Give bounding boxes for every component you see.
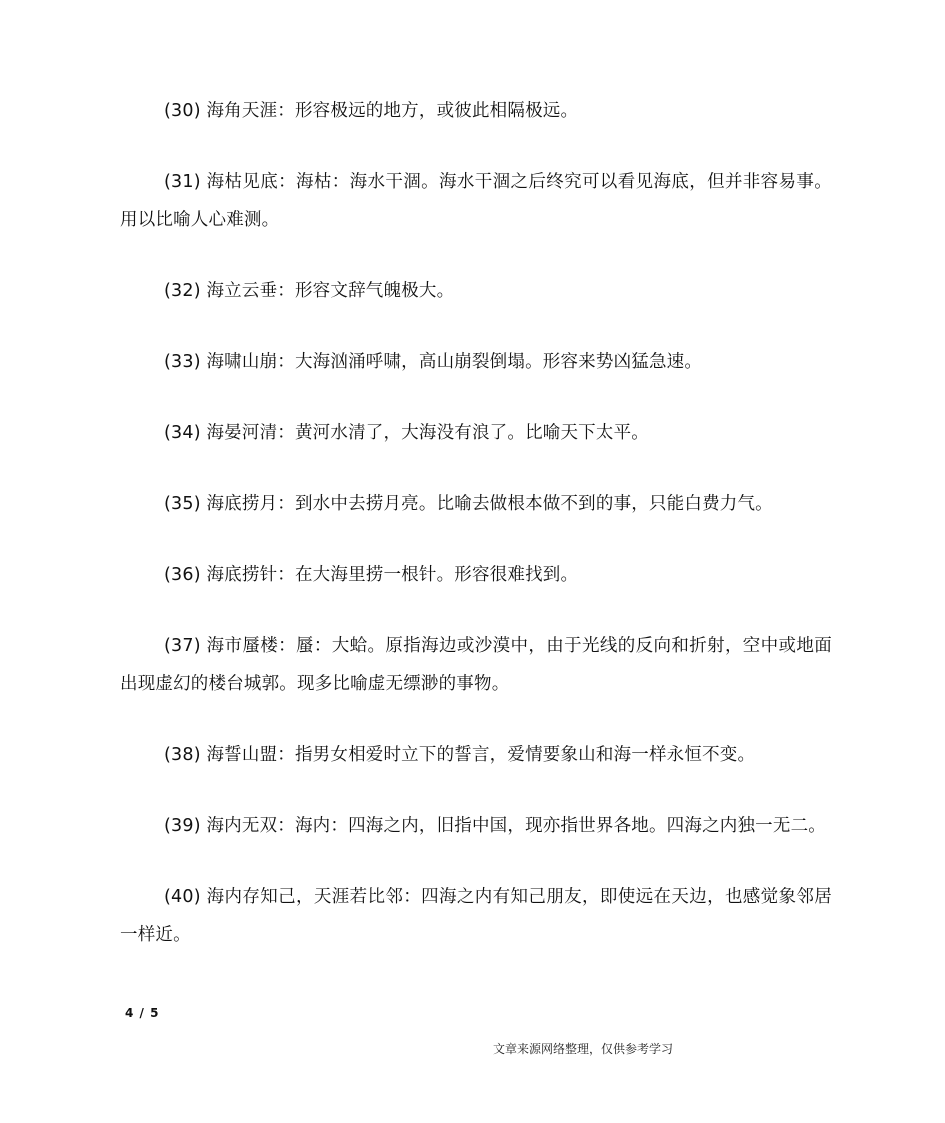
idiom-entry-37: (37) 海市蜃楼：蜃：大蛤。原指海边或沙漠中，由于光线的反向和折射，空中或地面出现虚幻的楼台城郭。现多比喻虚无缥渺的事物。 — [120, 636, 832, 694]
page-number: 4 / 5 — [125, 1006, 160, 1020]
footer-note: 文章来源网络整理，仅供参考学习 — [493, 1042, 674, 1056]
idiom-entry-40: (40) 海内存知己，天涯若比邻：四海之内有知己朋友，即使远在天边，也感觉象邻居一样近。 — [120, 887, 832, 945]
idiom-entry-38: (38) 海誓山盟：指男女相爱时立下的誓言，爱情要象山和海一样永恒不变。 — [164, 745, 756, 765]
idiom-entry-30: (30) 海角天涯：形容极远的地方，或彼此相隔极远。 — [164, 101, 579, 121]
idiom-entry-34: (34) 海晏河清：黄河水清了，大海没有浪了。比喻天下太平。 — [164, 423, 649, 443]
idiom-entry-36: (36) 海底捞针：在大海里捞一根针。形容很难找到。 — [164, 565, 579, 585]
idiom-entry-39: (39) 海内无双：海内：四海之内，旧指中国，现亦指世界各地。四海之内独一无二。 — [164, 816, 826, 836]
idiom-entry-31: (31) 海枯见底：海枯：海水干涸。海水干涸之后终究可以看见海底，但并非容易事。用以比喻人心难测。 — [120, 172, 832, 230]
idiom-list — [120, 92, 832, 987]
idiom-entry-35: (35) 海底捞月：到水中去捞月亮。比喻去做根本做不到的事，只能白费力气。 — [164, 494, 773, 514]
idiom-entry-32: (32) 海立云垂：形容文辞气魄极大。 — [164, 281, 455, 301]
idiom-entry-33: (33) 海啸山崩：大海汹涌呼啸，高山崩裂倒塌。形容来势凶猛急速。 — [164, 352, 703, 372]
